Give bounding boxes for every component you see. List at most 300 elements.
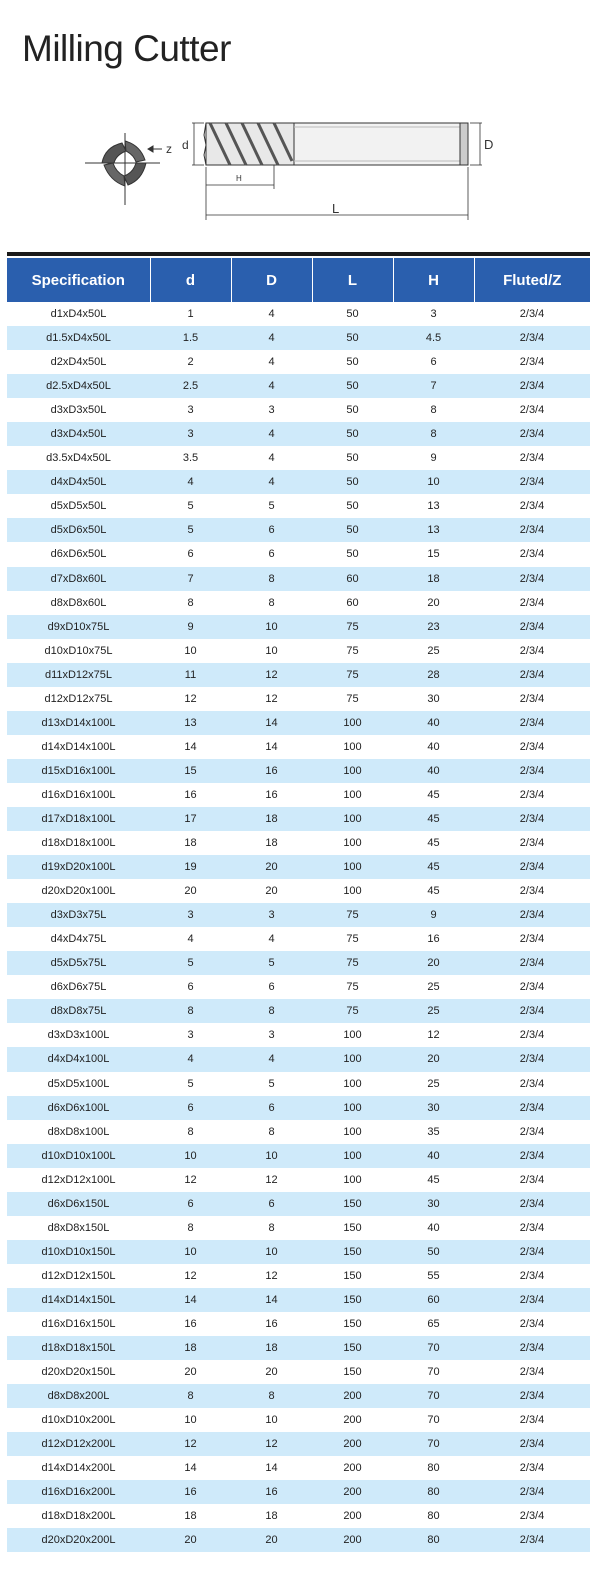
table-cell: 3.5 — [150, 446, 231, 470]
table-cell: 8 — [231, 1384, 312, 1408]
table-cell: 4 — [231, 302, 312, 326]
table-cell: d18xD18x200L — [7, 1504, 150, 1528]
table-row — [7, 326, 590, 350]
table-row — [7, 422, 590, 446]
table-cell: 10 — [231, 615, 312, 639]
table-cell: d3.5xD4x50L — [7, 446, 150, 470]
table-cell: 6 — [231, 1096, 312, 1120]
table-cell: 2/3/4 — [474, 975, 590, 999]
table-cell: 10 — [150, 1408, 231, 1432]
table-cell: 200 — [312, 1456, 393, 1480]
table-cell: 9 — [150, 615, 231, 639]
table-cell: d7xD8x60L — [7, 567, 150, 591]
table-cell: 12 — [231, 1264, 312, 1288]
table-cell: 100 — [312, 1168, 393, 1192]
table-cell: 100 — [312, 1023, 393, 1047]
table-row — [7, 1096, 590, 1120]
table-cell: 12 — [150, 687, 231, 711]
table-cell: 80 — [393, 1456, 474, 1480]
table-cell: 100 — [312, 855, 393, 879]
table-row — [7, 999, 590, 1023]
diagram-label-H: H — [236, 174, 242, 183]
table-cell: 20 — [150, 1528, 231, 1552]
table-cell: 80 — [393, 1528, 474, 1552]
table-cell: 2/3/4 — [474, 1480, 590, 1504]
table-cell: 2/3/4 — [474, 1240, 590, 1264]
table-row — [7, 927, 590, 951]
table-cell: d4xD4x50L — [7, 470, 150, 494]
table-cell: 50 — [312, 494, 393, 518]
table-cell: 2/3/4 — [474, 374, 590, 398]
table-cell: d14xD14x150L — [7, 1288, 150, 1312]
table-cell: 2/3/4 — [474, 711, 590, 735]
table-cell: d11xD12x75L — [7, 663, 150, 687]
table-cell: 45 — [393, 855, 474, 879]
table-cell: 2/3/4 — [474, 446, 590, 470]
table-cell: 2/3/4 — [474, 1384, 590, 1408]
table-cell: 150 — [312, 1312, 393, 1336]
table-cell: 12 — [231, 1168, 312, 1192]
table-cell: 10 — [150, 639, 231, 663]
table-cell: 50 — [312, 518, 393, 542]
table-cell: 200 — [312, 1504, 393, 1528]
table-body — [7, 302, 590, 1552]
table-cell: 70 — [393, 1408, 474, 1432]
table-cell: 2.5 — [150, 374, 231, 398]
table-cell: d8xD8x200L — [7, 1384, 150, 1408]
table-cell: 4 — [231, 470, 312, 494]
table-cell: 6 — [150, 1096, 231, 1120]
table-cell: 6 — [231, 1192, 312, 1216]
table-cell: d6xD6x100L — [7, 1096, 150, 1120]
table-cell: 100 — [312, 1144, 393, 1168]
table-cell: 8 — [231, 1120, 312, 1144]
table-cell: 12 — [231, 687, 312, 711]
cutter-diagram — [80, 105, 500, 230]
table-cell: 2/3/4 — [474, 1360, 590, 1384]
table-row — [7, 1168, 590, 1192]
table-row — [7, 831, 590, 855]
table-cell: 6 — [150, 542, 231, 566]
table-cell: 80 — [393, 1504, 474, 1528]
table-cell: 18 — [231, 807, 312, 831]
table-cell: 100 — [312, 879, 393, 903]
table-cell: 3 — [231, 398, 312, 422]
table-cell: 2/3/4 — [474, 1288, 590, 1312]
table-cell: d4xD4x100L — [7, 1047, 150, 1071]
table-cell: 11 — [150, 663, 231, 687]
table-cell: 150 — [312, 1216, 393, 1240]
table-cell: 2/3/4 — [474, 302, 590, 326]
table-row — [7, 1047, 590, 1071]
table-row — [7, 903, 590, 927]
col-header-fluted: Fluted/Z — [474, 258, 590, 302]
col-header-H: H — [393, 258, 474, 302]
table-cell: 3 — [150, 1023, 231, 1047]
table-cell: 4 — [231, 326, 312, 350]
table-cell: 150 — [312, 1336, 393, 1360]
table-cell: 2/3/4 — [474, 783, 590, 807]
table-cell: 4 — [231, 446, 312, 470]
table-cell: 10 — [150, 1144, 231, 1168]
table-cell: 100 — [312, 807, 393, 831]
table-cell: 100 — [312, 735, 393, 759]
table-cell: 8 — [231, 591, 312, 615]
table-cell: 25 — [393, 999, 474, 1023]
table-cell: d1.5xD4x50L — [7, 326, 150, 350]
table-cell: 150 — [312, 1360, 393, 1384]
table-cell: 16 — [393, 927, 474, 951]
table-cell: 4 — [150, 927, 231, 951]
table-cell: 4 — [231, 350, 312, 374]
table-cell: 3 — [393, 302, 474, 326]
table-cell: 2/3/4 — [474, 1096, 590, 1120]
table-cell: 2/3/4 — [474, 1336, 590, 1360]
table-cell: 2/3/4 — [474, 591, 590, 615]
table-cell: 50 — [312, 470, 393, 494]
table-cell: 75 — [312, 615, 393, 639]
table-cell: 100 — [312, 1120, 393, 1144]
table-row — [7, 567, 590, 591]
table-cell: 50 — [312, 374, 393, 398]
table-cell: 20 — [231, 1528, 312, 1552]
table-cell: 3 — [231, 903, 312, 927]
table-cell: 2/3/4 — [474, 1264, 590, 1288]
table-row — [7, 975, 590, 999]
table-cell: d2.5xD4x50L — [7, 374, 150, 398]
table-cell: 65 — [393, 1312, 474, 1336]
table-cell: 40 — [393, 735, 474, 759]
table-cell: 2/3/4 — [474, 735, 590, 759]
table-row — [7, 1360, 590, 1384]
table-cell: 40 — [393, 759, 474, 783]
table-row — [7, 1480, 590, 1504]
table-cell: d14xD14x100L — [7, 735, 150, 759]
table-row — [7, 1240, 590, 1264]
table-cell: 100 — [312, 1047, 393, 1071]
table-cell: 75 — [312, 999, 393, 1023]
page-title: Milling Cutter — [22, 28, 231, 69]
table-cell: 3 — [150, 903, 231, 927]
table-cell: 100 — [312, 831, 393, 855]
table-cell: 45 — [393, 1168, 474, 1192]
table-row — [7, 494, 590, 518]
table-cell: 2/3/4 — [474, 1120, 590, 1144]
table-cell: d3xD3x75L — [7, 903, 150, 927]
table-cell: 50 — [312, 398, 393, 422]
table-row — [7, 1456, 590, 1480]
diagram-label-d: d — [182, 138, 189, 152]
diagram-label-L: L — [332, 201, 340, 216]
table-cell: 20 — [150, 879, 231, 903]
table-cell: 6 — [150, 975, 231, 999]
table-row — [7, 1120, 590, 1144]
table-cell: 45 — [393, 783, 474, 807]
table-cell: 200 — [312, 1408, 393, 1432]
table-cell: 8 — [150, 1120, 231, 1144]
table-cell: 150 — [312, 1192, 393, 1216]
table-cell: 40 — [393, 711, 474, 735]
table-cell: 8 — [150, 1384, 231, 1408]
table-row — [7, 1432, 590, 1456]
table-row — [7, 783, 590, 807]
table-cell: 100 — [312, 759, 393, 783]
table-cell: 16 — [231, 1312, 312, 1336]
table-cell: d12xD12x150L — [7, 1264, 150, 1288]
table-cell: 5 — [231, 951, 312, 975]
table-cell: d5xD5x75L — [7, 951, 150, 975]
table-row — [7, 1023, 590, 1047]
table-cell: 200 — [312, 1480, 393, 1504]
col-header-L: L — [312, 258, 393, 302]
table-cell: 14 — [231, 1288, 312, 1312]
table-cell: 2/3/4 — [474, 350, 590, 374]
table-cell: 20 — [231, 855, 312, 879]
table-cell: 75 — [312, 639, 393, 663]
table-cell: 14 — [150, 735, 231, 759]
table-row — [7, 470, 590, 494]
table-cell: 10 — [231, 1240, 312, 1264]
table-cell: 150 — [312, 1288, 393, 1312]
table-cell: 2/3/4 — [474, 1168, 590, 1192]
table-cell: 200 — [312, 1528, 393, 1552]
table-cell: d12xD12x200L — [7, 1432, 150, 1456]
table-row — [7, 542, 590, 566]
table-cell: 23 — [393, 615, 474, 639]
table-cell: 2/3/4 — [474, 903, 590, 927]
table-cell: 45 — [393, 879, 474, 903]
table-cell: 4 — [231, 927, 312, 951]
table-cell: 12 — [231, 663, 312, 687]
table-cell: d1xD4x50L — [7, 302, 150, 326]
table-row — [7, 855, 590, 879]
table-cell: 14 — [150, 1288, 231, 1312]
table-cell: 5 — [231, 1072, 312, 1096]
table-cell: 5 — [150, 518, 231, 542]
table-cell: 10 — [150, 1240, 231, 1264]
table-cell: 7 — [393, 374, 474, 398]
table-row — [7, 1384, 590, 1408]
table-cell: 2/3/4 — [474, 326, 590, 350]
table-cell: 6 — [231, 518, 312, 542]
table-cell: 2/3/4 — [474, 879, 590, 903]
table-cell: 75 — [312, 687, 393, 711]
table-row — [7, 398, 590, 422]
table-cell: 50 — [312, 446, 393, 470]
table-cell: 3 — [150, 398, 231, 422]
table-cell: 2/3/4 — [474, 1456, 590, 1480]
table-cell: 60 — [312, 567, 393, 591]
table-cell: 3 — [150, 422, 231, 446]
table-cell: 2/3/4 — [474, 639, 590, 663]
table-cell: d10xD10x75L — [7, 639, 150, 663]
table-cell: 2/3/4 — [474, 1504, 590, 1528]
table-cell: 2/3/4 — [474, 1023, 590, 1047]
table-cell: 5 — [150, 1072, 231, 1096]
table-cell: 50 — [312, 350, 393, 374]
table-cell: 150 — [312, 1264, 393, 1288]
table-cell: 40 — [393, 1144, 474, 1168]
table-cell: d8xD8x150L — [7, 1216, 150, 1240]
table-cell: 200 — [312, 1384, 393, 1408]
table-header-row — [7, 258, 590, 302]
col-header-specification: Specification — [7, 258, 150, 302]
table-cell: 2/3/4 — [474, 422, 590, 446]
table-cell: d16xD16x150L — [7, 1312, 150, 1336]
table-cell: 20 — [231, 1360, 312, 1384]
table-cell: 4 — [231, 422, 312, 446]
table-cell: d12xD12x100L — [7, 1168, 150, 1192]
table-cell: 20 — [231, 879, 312, 903]
table-cell: 13 — [150, 711, 231, 735]
table-cell: 8 — [231, 1216, 312, 1240]
table-cell: 3 — [231, 1023, 312, 1047]
table-cell: 70 — [393, 1432, 474, 1456]
table-cell: d18xD18x100L — [7, 831, 150, 855]
table-cell: 2/3/4 — [474, 687, 590, 711]
table-cell: 2/3/4 — [474, 1216, 590, 1240]
col-header-D: D — [231, 258, 312, 302]
table-cell: 14 — [231, 1456, 312, 1480]
table-cell: 75 — [312, 927, 393, 951]
table-cell: 25 — [393, 1072, 474, 1096]
table-cell: d15xD16x100L — [7, 759, 150, 783]
table-cell: 9 — [393, 446, 474, 470]
table-row — [7, 759, 590, 783]
table-cell: 75 — [312, 663, 393, 687]
table-cell: d13xD14x100L — [7, 711, 150, 735]
table-row — [7, 1312, 590, 1336]
table-cell: d14xD14x200L — [7, 1456, 150, 1480]
table-cell: 6 — [231, 542, 312, 566]
table-row — [7, 1288, 590, 1312]
table-row — [7, 1192, 590, 1216]
table-cell: d10xD10x150L — [7, 1240, 150, 1264]
table-cell: 18 — [231, 1504, 312, 1528]
table-cell: 2/3/4 — [474, 951, 590, 975]
table-cell: 18 — [150, 1336, 231, 1360]
table-cell: 13 — [393, 518, 474, 542]
table-cell: 2/3/4 — [474, 663, 590, 687]
table-cell: 5 — [150, 951, 231, 975]
table-row — [7, 1528, 590, 1552]
table-cell: 70 — [393, 1384, 474, 1408]
table-cell: 80 — [393, 1480, 474, 1504]
table-cell: 50 — [312, 542, 393, 566]
table-cell: 50 — [312, 422, 393, 446]
table-cell: 2/3/4 — [474, 759, 590, 783]
table-row — [7, 879, 590, 903]
table-cell: d19xD20x100L — [7, 855, 150, 879]
table-cell: 1 — [150, 302, 231, 326]
table-cell: 30 — [393, 1096, 474, 1120]
table-cell: 20 — [393, 1047, 474, 1071]
table-cell: 5 — [150, 494, 231, 518]
diagram-label-z: z — [166, 142, 172, 156]
table-row — [7, 446, 590, 470]
table-cell: 4 — [150, 1047, 231, 1071]
table-cell: 45 — [393, 831, 474, 855]
table-cell: 15 — [150, 759, 231, 783]
table-cell: 14 — [150, 1456, 231, 1480]
table-cell: 28 — [393, 663, 474, 687]
table-cell: 2/3/4 — [474, 1144, 590, 1168]
table-row — [7, 518, 590, 542]
table-row — [7, 1408, 590, 1432]
table-row — [7, 639, 590, 663]
table-cell: 14 — [231, 735, 312, 759]
table-cell: 2/3/4 — [474, 999, 590, 1023]
table-cell: d8xD8x100L — [7, 1120, 150, 1144]
table-cell: d3xD3x100L — [7, 1023, 150, 1047]
table-cell: 2/3/4 — [474, 1192, 590, 1216]
table-cell: 75 — [312, 951, 393, 975]
table-cell: 100 — [312, 711, 393, 735]
table-cell: 2/3/4 — [474, 494, 590, 518]
table-cell: d18xD18x150L — [7, 1336, 150, 1360]
table-cell: 8 — [393, 398, 474, 422]
table-cell: 55 — [393, 1264, 474, 1288]
table-cell: d20xD20x100L — [7, 879, 150, 903]
table-cell: 2/3/4 — [474, 855, 590, 879]
table-cell: d6xD6x150L — [7, 1192, 150, 1216]
table-cell: d8xD8x60L — [7, 591, 150, 615]
table-cell: 50 — [312, 302, 393, 326]
table-cell: 25 — [393, 975, 474, 999]
table-cell: 100 — [312, 783, 393, 807]
table-cell: 8 — [393, 422, 474, 446]
table-row — [7, 350, 590, 374]
table-cell: 150 — [312, 1240, 393, 1264]
table-cell: 4 — [231, 374, 312, 398]
table-row — [7, 302, 590, 326]
table-cell: d4xD4x75L — [7, 927, 150, 951]
table-cell: 10 — [231, 639, 312, 663]
table-cell: 18 — [150, 1504, 231, 1528]
table-cell: 4 — [150, 470, 231, 494]
table-cell: 10 — [231, 1144, 312, 1168]
table-cell: 13 — [393, 494, 474, 518]
table-cell: 1.5 — [150, 326, 231, 350]
table-row — [7, 374, 590, 398]
table-cell: 12 — [150, 1264, 231, 1288]
table-cell: 2/3/4 — [474, 542, 590, 566]
table-cell: d8xD8x75L — [7, 999, 150, 1023]
table-cell: 19 — [150, 855, 231, 879]
table-row — [7, 1336, 590, 1360]
table-cell: 50 — [312, 326, 393, 350]
table-cell: 50 — [393, 1240, 474, 1264]
table-cell: 20 — [150, 1360, 231, 1384]
table-cell: 60 — [393, 1288, 474, 1312]
table-cell: 30 — [393, 687, 474, 711]
table-row — [7, 663, 590, 687]
table-cell: 14 — [231, 711, 312, 735]
table-cell: d12xD12x75L — [7, 687, 150, 711]
table-cell: 16 — [231, 1480, 312, 1504]
table-cell: d10xD10x100L — [7, 1144, 150, 1168]
table-cell: 70 — [393, 1360, 474, 1384]
table-cell: d5xD6x50L — [7, 518, 150, 542]
table-cell: 100 — [312, 1072, 393, 1096]
table-row — [7, 615, 590, 639]
table-row — [7, 1264, 590, 1288]
table-cell: d5xD5x50L — [7, 494, 150, 518]
table-cell: 6 — [150, 1192, 231, 1216]
table-cell: 20 — [393, 951, 474, 975]
table-cell: 8 — [231, 999, 312, 1023]
table-cell: d9xD10x75L — [7, 615, 150, 639]
